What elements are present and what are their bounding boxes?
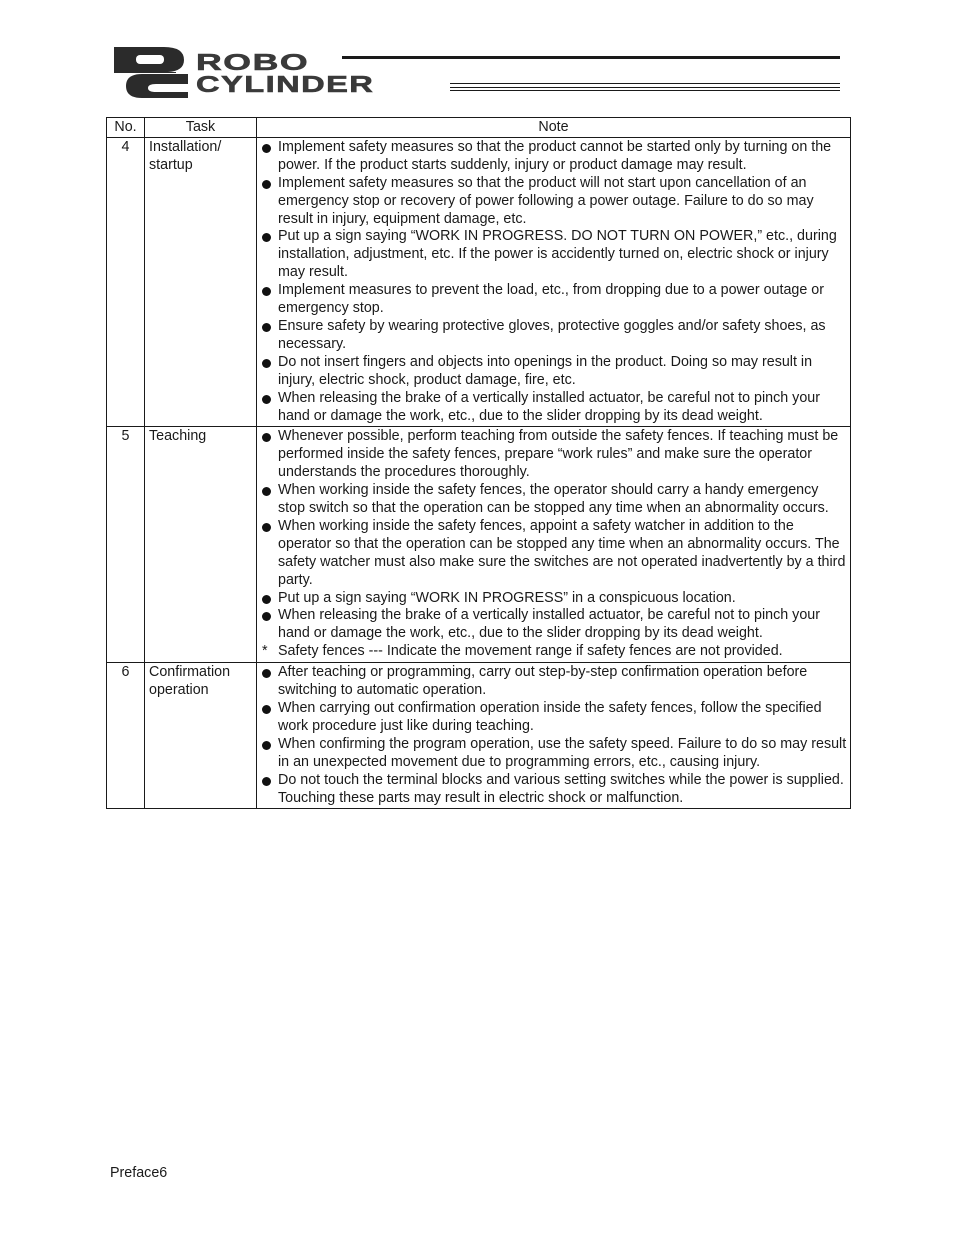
note-text: Do not touch the terminal blocks and various setting switches while the power is supplied. Touching these parts may result in electric shock or malfunction. [278, 771, 844, 806]
rc-logo-icon [112, 44, 192, 98]
note-item [261, 282, 847, 318]
bullet-icon [262, 741, 271, 750]
note-text: Safety fences --- Indicate the movement range if safety fences are not provided. [278, 643, 783, 660]
page-number: Preface6 [110, 1165, 168, 1181]
table-header-row [107, 118, 851, 138]
bullet-icon [262, 287, 271, 296]
header-rule-bottom-3 [450, 90, 840, 91]
bullet-icon [262, 487, 271, 496]
note-item [261, 643, 847, 661]
note-text: When carrying out confirmation operation inside the safety fences, follow the specified work procedure just like during teaching. [278, 700, 822, 734]
note-item [261, 175, 847, 229]
logo-word-robo: ROBO [196, 49, 310, 75]
row-number: 5 [107, 427, 145, 663]
bullet-icon [262, 523, 271, 532]
row-task: Confirmation operation [145, 663, 257, 809]
note-text: Put up a sign saying “WORK IN PROGRESS” in a conspicuous location. [278, 589, 736, 606]
header-rule-bottom-1 [450, 83, 840, 84]
bullet-icon [262, 612, 271, 621]
note-text: After teaching or programming, carry out step-by-step confirmation operation before switching to automatic operation. [278, 664, 808, 699]
table-body [107, 137, 851, 809]
note-text: Put up a sign saying “WORK IN PROGRESS. DO NOT TURN ON POWER,” etc., during installation, adjustment, etc. If the power is accidently turned on, electric shock or injury may result. [278, 228, 837, 281]
note-item [261, 482, 847, 518]
bullet-icon [262, 144, 271, 153]
bullet-icon [262, 395, 271, 404]
bullet-icon [262, 433, 271, 442]
bullet-icon [262, 180, 271, 189]
note-list [261, 664, 847, 807]
column-header-no: No. [107, 118, 145, 138]
safety-table [106, 117, 851, 809]
row-task: Installation/ startup [145, 137, 257, 427]
table-row [107, 427, 851, 663]
column-header-note: Note [257, 118, 851, 138]
note-text: When confirming the program operation, use the safety speed. Failure to do so may result in an unexpected movement due to programming errors, etc., causing injury. [278, 735, 847, 770]
note-item [261, 354, 847, 390]
note-text: Implement measures to prevent the load, etc., from dropping due to a power outage or emergency stop. [278, 282, 824, 317]
bullet-icon [262, 777, 271, 786]
bullet-icon [262, 705, 271, 714]
note-item [261, 772, 847, 808]
bullet-icon [262, 233, 271, 242]
header-rule-bottom-2 [450, 87, 840, 88]
note-item [261, 228, 847, 282]
column-header-task: Task [145, 118, 257, 138]
note-list [261, 428, 847, 661]
note-text: Implement safety measures so that the product cannot be started only by turning on the power. If the product starts suddenly, injury or product damage may result. [278, 138, 832, 173]
asterisk-marker: * [262, 643, 268, 660]
table-row [107, 137, 851, 427]
bullet-icon [262, 359, 271, 368]
note-item [261, 390, 847, 426]
row-number: 4 [107, 137, 145, 427]
note-item [261, 700, 847, 736]
note-text: Whenever possible, perform teaching from outside the safety fences. If teaching must be performed inside the safety fences, prepare “work rules” and make sure the operator understands the procedures thoroughly. [278, 428, 839, 481]
bullet-icon [262, 669, 271, 678]
note-text: When working inside the safety fences, appoint a safety watcher in addition to the operator so that the operation can be stopped any time when an abnormality occurs. The safety watcher must also make sure the switches are not operated inadvertently by a third party. [278, 517, 846, 588]
row-notes [257, 663, 851, 809]
row-notes [257, 427, 851, 663]
note-text: Implement safety measures so that the product will not start upon cancellation of an emergency stop or recovery of power following a power outage. Failure to do so may result in injury, equipment damage, etc. [278, 174, 814, 227]
bullet-icon [262, 323, 271, 332]
note-text: When releasing the brake of a vertically installed actuator, be careful not to pinch your hand or damage the work, etc., due to the slider dropping by its dead weight. [278, 607, 820, 642]
note-item [261, 428, 847, 482]
note-text: When working inside the safety fences, the operator should carry a handy emergency stop switch so that the operation can be stopped any time when an abnormality occurs. [278, 482, 829, 517]
note-item [261, 139, 847, 175]
header-rule-top [342, 56, 840, 59]
note-item [261, 736, 847, 772]
note-text: When releasing the brake of a vertically installed actuator, be careful not to pinch your hand or damage the work, etc., due to the slider dropping by its dead weight. [278, 389, 820, 424]
table-row [107, 663, 851, 809]
note-item [261, 518, 847, 590]
row-number: 6 [107, 663, 145, 809]
logo-word-cylinder: CYLINDER [196, 71, 375, 97]
bullet-icon [262, 595, 271, 604]
page-header [112, 44, 842, 98]
row-notes [257, 137, 851, 427]
note-item [261, 318, 847, 354]
note-item [261, 664, 847, 700]
note-item [261, 590, 847, 608]
note-text: Do not insert fingers and objects into openings in the product. Doing so may result in injury, electric shock, product damage, fire, etc. [278, 353, 813, 388]
row-task: Teaching [145, 427, 257, 663]
note-text: Ensure safety by wearing protective gloves, protective goggles and/or safety shoes, as necessary. [278, 317, 826, 352]
note-list [261, 139, 847, 426]
note-item [261, 607, 847, 643]
